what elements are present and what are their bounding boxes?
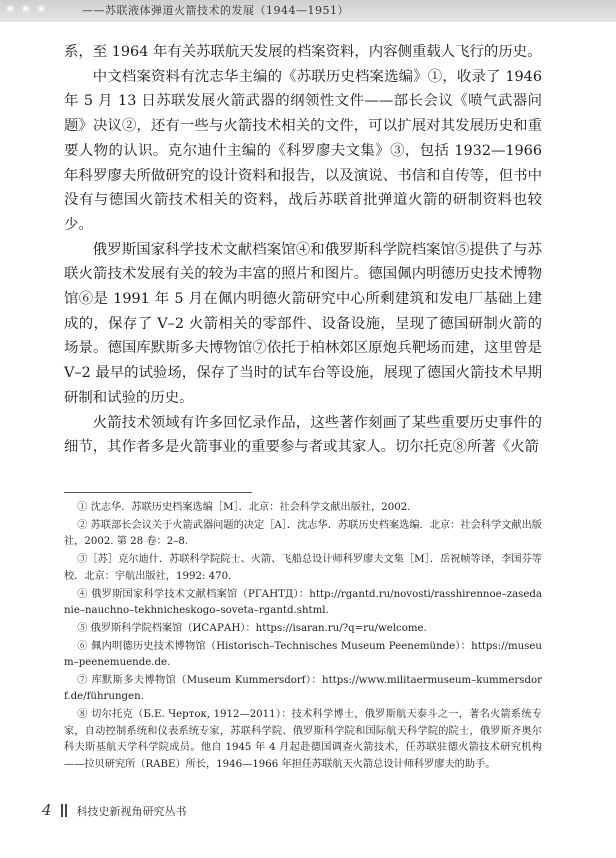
footnote: ② 苏联部长会议关于火箭武器问题的决定［A］．沈志华．苏联历史档案选编．北京：社会科学文献出版社，2002. 第 28 卷：2–8. <box>64 519 542 548</box>
footnotes <box>64 500 542 775</box>
footnote-divider <box>64 492 252 493</box>
footnote: ⑦ 库默斯多夫博物馆（Museum Kummersdorf）：https://www.militaermuseum–kummersdorf.de/führungen. <box>64 675 542 703</box>
page-footer <box>42 800 187 820</box>
footnote: ③［苏］克尔迪什．苏联科学院院士、火箭、飞船总设计师科罗廖夫文集［M］．岳祝帧等译，李国芬等校．北京：宇航出版社，1992: 470. <box>64 554 542 582</box>
running-head: ——苏联液体弹道火箭技术的发展（1944—1951） <box>82 4 349 17</box>
footnote: ④ 俄罗斯国家科学技术文献档案馆（РГАНТД）：http://rgantd.ru/novosti/rasshirennoe–zasedanie–nauchno–tekhnicheskogo–soveta–rgantd.shtml. <box>64 588 542 616</box>
body-paragraph: 系，至 1964 年有关苏联航天发展的档案资料，内容侧重载人飞行的历史。 <box>64 44 542 60</box>
body-paragraph: 中文档案资料有沈志华主编的《苏联历史档案选编》①，收录了 1946 年 5 月 13 日苏联发展火箭武器的纲领性文件——部长会议《喷气武器问题》决议②，还有一些与火箭技术相关的文件，可以扩展对其发展历史和重要人物的认识。克尔迪什主编的《科罗廖夫文集》③，包括 1932—1966 年科罗廖夫所做研究的设计资料和报告，以及演说、书信和自传等，但书中没有与德国火箭技术相关的资料，战后苏联首批弹道火箭的研制资料也较少。 <box>64 68 542 233</box>
footnote: ⑤ 俄罗斯科学院档案馆（ИСАРАН）：https://isaran.ru/?q=ru/welcome. <box>77 622 427 634</box>
header-band <box>0 0 616 22</box>
footnote: ⑧ 切尔托克（Б.Е. Черток, 1912—2011）：技术科学博士，俄罗斯航天泰斗之一，著名火箭系统专家，自动控制系统和仪表系统专家，苏联科学院、俄罗斯科学院和国际航天科学院的院士，俄罗斯齐奥尔科夫斯基航天学科学院成员。他自 1945 年 4 月起赴德国调查火箭技术，任苏联驻德火箭技术研究机构——拉贝研究所（RABE）所长，1946—1966 年担任苏联航天火箭总设计师科罗廖夫的助手。 <box>64 709 542 770</box>
footnote: ⑥ 佩内明德历史技术博物馆（Historisch–Technisches Museum Peenemünde）：https://museum–peenemuende.de. <box>64 640 542 669</box>
body-text <box>64 40 542 460</box>
body-paragraph: 火箭技术领域有许多回忆录作品，这些著作刻画了某些重要历史事件的细节，其作者多是火箭事业的重要参与者或其家人。切尔托克⑧所著《火箭 <box>64 414 542 456</box>
page-number: 4 <box>42 801 52 819</box>
footer-divider <box>61 804 63 817</box>
body-paragraph: 俄罗斯国家科学技术文献档案馆④和俄罗斯科学院档案馆⑤提供了与苏联火箭技术发展有关的较为丰富的照片和图片。德国佩内明德历史技术博物馆⑥是 1991 年 5 月在佩内明德火箭研究中心所剩建筑和发电厂基础上建成的，保存了 V–2 火箭相关的零部件、设备设施，呈现了德国研制火箭的场景。德国库默斯多夫博物馆⑦依托于柏林郊区原炮兵靶场而建，这里曾是 V–2 最早的试验场，保存了当时的试车台等设施，展现了德国火箭技术早期研制和试验的历史。 <box>64 241 542 406</box>
series-title: 科技史新视角研究丛书 <box>76 805 187 818</box>
footnote: ① 沈志华．苏联历史档案选编［M］．北京：社会科学文献出版社，2002. <box>77 502 411 513</box>
header-ornament-icon: ❀ ❀ ❀ <box>6 4 48 15</box>
